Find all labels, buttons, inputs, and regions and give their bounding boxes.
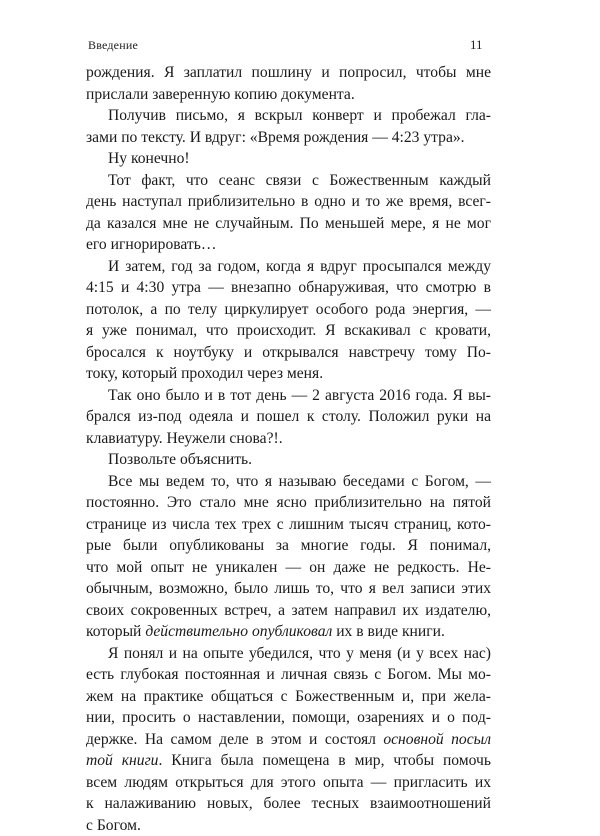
text-line: Ну конечно! xyxy=(86,148,491,170)
text-line: прислали заверенную копию документа. xyxy=(86,84,491,106)
text-line: Получив письмо, я вскрыл конверт и пробежал гла- xyxy=(86,105,491,127)
italic-emphasis: действительно опубликовал xyxy=(145,623,332,640)
text-line: рые были опубликованы за многие годы. Я понимал, xyxy=(86,535,491,557)
body-text xyxy=(86,62,491,836)
text-line: Я понял и на опыте убедился, что у меня (и у всех нас) xyxy=(86,643,491,665)
text-span: их в виде книги. xyxy=(332,623,445,640)
text-line: И затем, год за годом, когда я вдруг просыпался между xyxy=(86,256,491,278)
text-line: к налаживанию новых, более тесных взаимоотношений xyxy=(86,793,491,815)
text-line: Тот факт, что сеанс связи с Божественным каждый xyxy=(86,170,491,192)
italic-emphasis: той книги xyxy=(86,752,158,769)
text-line: своих сокровенных встреч, а затем направил их издателю, xyxy=(86,600,491,622)
text-line: есть глубокая постоянная и личная связь с Богом. Мы мо- xyxy=(86,664,491,686)
text-line: постоянно. Это стало мне ясно приблизительно на пятой xyxy=(86,492,491,514)
text-line: клавиатуру. Неужели снова?!. xyxy=(86,428,491,450)
text-line: странице из числа тех трех с лишним тысяч страниц, кото- xyxy=(86,514,491,536)
text-line xyxy=(86,729,491,751)
text-line: день наступал приблизительно в одно и то же время, всег- xyxy=(86,191,491,213)
text-line: его игнорировать… xyxy=(86,234,491,256)
text-line: Позвольте объяснить. xyxy=(86,449,491,471)
text-line: Все мы ведем то, что я называю беседами с Богом, — xyxy=(86,471,491,493)
text-line: жем на практике общаться с Божественным и, при жела- xyxy=(86,686,491,708)
text-line: зами по тексту. И вдруг: «Время рождения — 4:23 утра». xyxy=(86,127,491,149)
text-line: всем людям открыться для этого опыта — пригласить их xyxy=(86,772,491,794)
text-line: току, который проходил через меня. xyxy=(86,363,491,385)
text-line: что мой опыт не уникален — он даже не редкость. Не- xyxy=(86,557,491,579)
text-line: рождения. Я заплатил пошлину и попросил, чтобы мне xyxy=(86,62,491,84)
text-line: бросался к ноутбуку и открывался навстречу тому По- xyxy=(86,342,491,364)
text-span: держке. На самом деле в этом и состоял xyxy=(86,731,383,748)
text-line: 4:15 и 4:30 утра — внезапно обнаруживая, что смотрю в xyxy=(86,277,491,299)
text-line: обычным, возможно, было лишь то, что я вел записи этих xyxy=(86,578,491,600)
text-span: . Книга была помещена в мир, чтобы помочь xyxy=(158,752,491,769)
text-line: потолок, а по телу циркулирует особого рода энергия, — xyxy=(86,299,491,321)
page-number: 11 xyxy=(470,37,483,53)
text-line: Так оно было и в тот день — 2 августа 2016 года. Я вы- xyxy=(86,385,491,407)
text-line: да казался мне не случайным. По меньшей мере, я не мог xyxy=(86,213,491,235)
running-head-chapter: Введение xyxy=(88,38,138,53)
text-span: который xyxy=(86,623,145,640)
italic-emphasis: основной посыл xyxy=(383,731,491,748)
text-line xyxy=(86,750,491,772)
text-line: я уже понимал, что происходит. Я вскакивал с кровати, xyxy=(86,320,491,342)
text-line: с Богом. xyxy=(86,815,491,836)
text-line: брался из-под одеяла и пошел к столу. Положил руки на xyxy=(86,406,491,428)
text-line xyxy=(86,621,491,643)
text-line: нии, просить о наставлении, помощи, озарениях и о под- xyxy=(86,707,491,729)
